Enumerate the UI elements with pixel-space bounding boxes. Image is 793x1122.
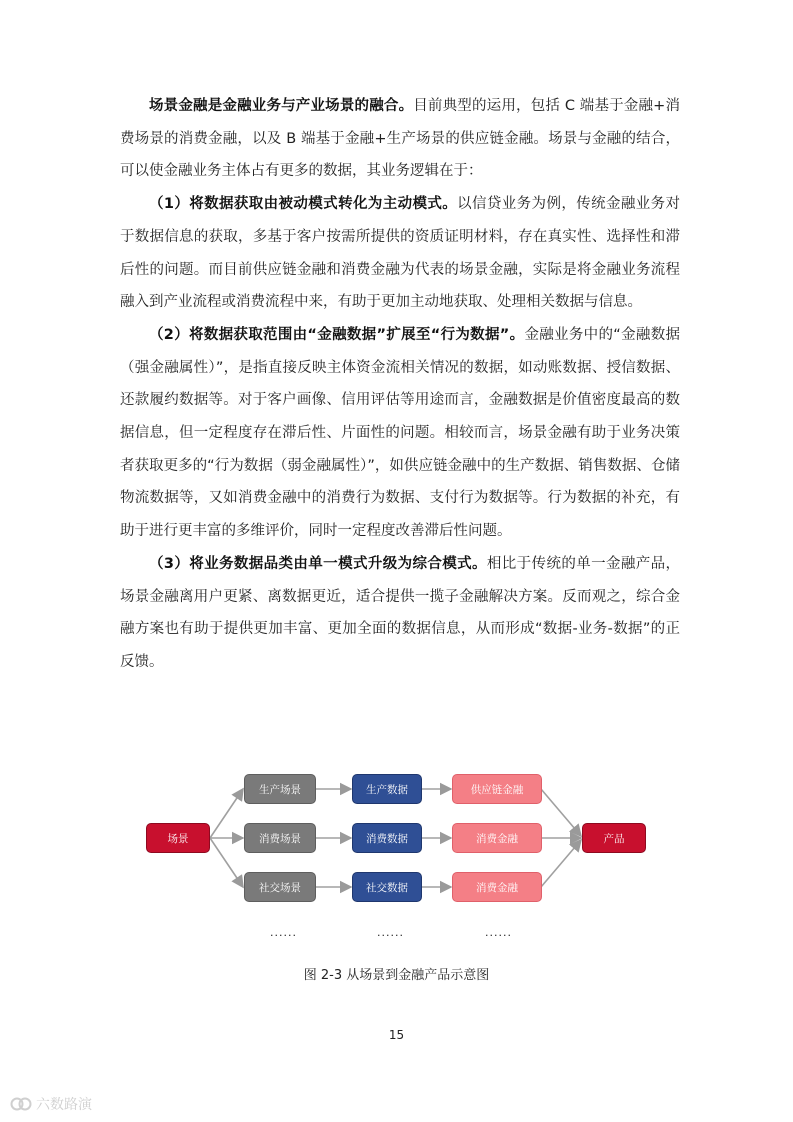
node-scene-1: 生产场景	[244, 774, 316, 804]
page-number: 15	[388, 1028, 405, 1042]
node-finance-3: 消费金融	[452, 872, 542, 902]
paragraph-body: 以信贷业务为例，传统金融业务对于数据信息的获取，多基于客户按需所提供的资质证明材料，存在真实性、选择性和滞后性的问题。而目前供应链金融和消费金融为代表的场景金融，实际是将金融业务流程融入到产业流程或消费流程中来，有助于更加主动地获取、处理相关数据与信息。	[120, 196, 681, 311]
node-target: 产品	[582, 823, 646, 853]
watermark	[10, 1094, 92, 1114]
body-text	[120, 90, 680, 679]
figure-caption: 图 2-3 从场景到金融产品示意图	[303, 968, 490, 983]
watermark-text: 六数路演	[36, 1097, 92, 1113]
node-finance-1: 供应链金融	[452, 774, 542, 804]
paragraph-lead: （2）将数据获取范围由“金融数据”扩展至“行为数据”。	[149, 326, 525, 343]
node-source: 场景	[146, 823, 210, 853]
node-scene-3: 社交场景	[244, 872, 316, 902]
paragraph-lead: （3）将业务数据品类由单一模式升级为综合模式。	[149, 555, 487, 572]
arrow-source-to-scene-1	[210, 789, 243, 838]
arrow-finance-to-target-3	[541, 840, 581, 887]
arrow-source-to-scene-3	[210, 838, 243, 887]
paragraph-body: 相比于传统的单一金融产品，场景金融离用户更紧、离数据更近，适合提供一揽子金融解决方案。反而观之，综合金融方案也有助于提供更加丰富、更加全面的数据信息，从而形成“数据-业务-数据”的正反馈。	[120, 555, 681, 670]
paragraph-lead: （1）将数据获取由被动模式转化为主动模式。	[149, 196, 458, 213]
ellipsis-data: ......	[377, 926, 404, 939]
node-data-1: 生产数据	[352, 774, 422, 804]
paragraph-lead: 场景金融是金融业务与产业场景的融合。	[149, 98, 414, 114]
paragraph-point-3	[120, 548, 680, 679]
paragraph-point-1	[120, 188, 680, 319]
arrow-finance-to-target-1	[541, 789, 581, 836]
node-scene-2: 消费场景	[244, 823, 316, 853]
node-data-3: 社交数据	[352, 872, 422, 902]
node-data-2: 消费数据	[352, 823, 422, 853]
ellipsis-scene: ......	[270, 926, 297, 939]
paragraph-body: 金融业务中的“金融数据（强金融属性）”，是指直接反映主体资金流相关情况的数据，如动账数据、授信数据、还款履约数据等。对于客户画像、信用评估等用途而言，金融数据是价值密度最高的数据信息，但一定程度存在滞后性、片面性的问题。相较而言，场景金融有助于业务决策者获取更多的“行为数据（弱金融属性）”，如供应链金融中的生产数据、销售数据、仓储物流数据等，又如消费金融中的消费行为数据、支付行为数据等。行为数据的补充，有助于进行更丰富的多维评价，同时一定程度改善滞后性问题。	[120, 326, 680, 540]
ellipsis-finance: ......	[485, 926, 512, 939]
paragraph-body: 目前典型的运用，包括 C 端基于金融+消费场景的消费金融，以及 B 端基于金融+生产场景的供应链金融。场景与金融的结合，可以使金融业务主体占有更多的数据，其业务逻辑在于：	[120, 98, 680, 180]
paragraph-point-2	[120, 319, 680, 548]
node-finance-2: 消费金融	[452, 823, 542, 853]
watermark-logo-icon	[10, 1095, 32, 1113]
paragraph-intro	[120, 90, 680, 188]
